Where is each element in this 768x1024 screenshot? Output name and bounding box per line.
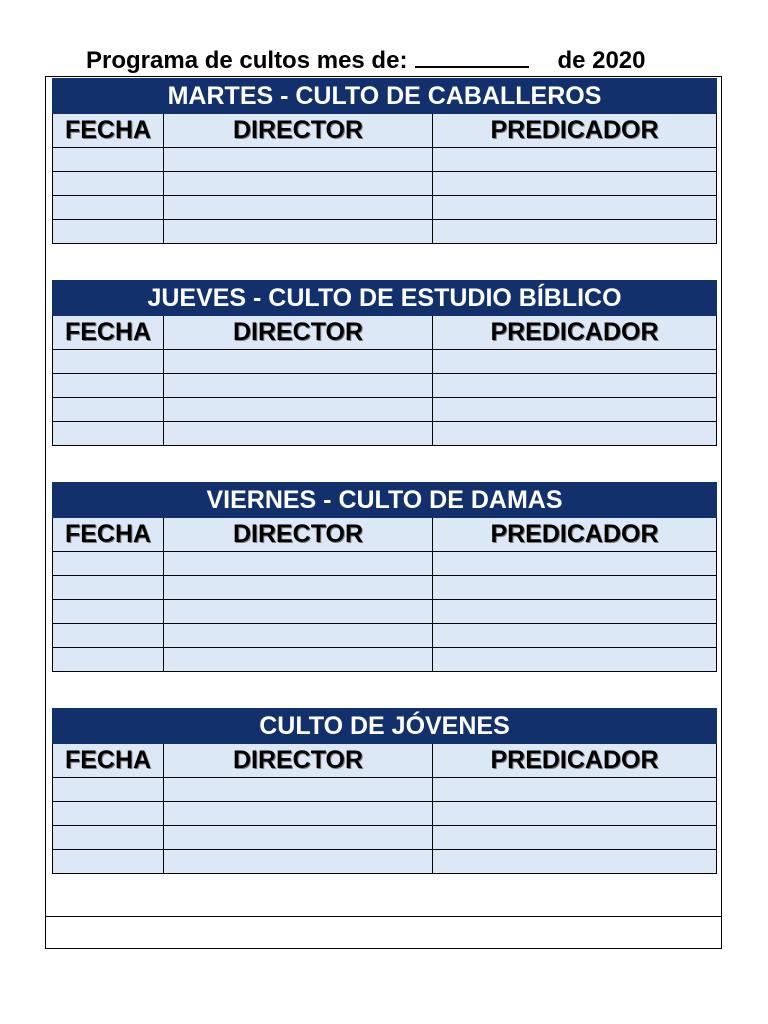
predicador-cell[interactable] [433,600,717,624]
predicador-cell[interactable] [433,826,717,850]
fecha-cell[interactable] [53,196,164,220]
director-cell[interactable] [164,600,433,624]
fecha-cell[interactable] [53,374,164,398]
schedule-table-jovenes [52,708,717,874]
director-cell[interactable] [164,826,433,850]
fecha-cell[interactable] [53,422,164,446]
table-row [53,826,717,850]
column-header-director: DIRECTOR [164,744,433,778]
director-cell[interactable] [164,196,433,220]
predicador-cell[interactable] [433,802,717,826]
column-header-predicador: PREDICADOR [433,518,717,552]
column-header-fecha: FECHA [53,744,164,778]
schedule-table-martes [52,78,717,244]
fecha-cell[interactable] [53,576,164,600]
column-header-director: DIRECTOR [164,316,433,350]
director-cell[interactable] [164,148,433,172]
director-cell[interactable] [164,648,433,672]
fecha-cell[interactable] [53,648,164,672]
table-row [53,220,717,244]
fecha-cell[interactable] [53,148,164,172]
fecha-cell[interactable] [53,826,164,850]
predicador-cell[interactable] [433,648,717,672]
fecha-cell[interactable] [53,552,164,576]
director-cell[interactable] [164,398,433,422]
table-row [53,648,717,672]
schedule-table-jueves [52,280,717,446]
predicador-cell[interactable] [433,196,717,220]
director-cell[interactable] [164,552,433,576]
fecha-cell[interactable] [53,850,164,874]
fecha-cell[interactable] [53,802,164,826]
fecha-cell[interactable] [53,350,164,374]
table-row [53,778,717,802]
predicador-cell[interactable] [433,350,717,374]
director-cell[interactable] [164,802,433,826]
page-title [86,44,706,78]
fecha-cell[interactable] [53,220,164,244]
table-row [53,576,717,600]
director-cell[interactable] [164,850,433,874]
table-row [53,172,717,196]
fecha-cell[interactable] [53,398,164,422]
predicador-cell[interactable] [433,172,717,196]
director-cell[interactable] [164,374,433,398]
fecha-cell[interactable] [53,172,164,196]
predicador-cell[interactable] [433,576,717,600]
column-header-predicador: PREDICADOR [433,316,717,350]
table-row [53,802,717,826]
column-header-fecha: FECHA [53,316,164,350]
fecha-cell[interactable] [53,600,164,624]
director-cell[interactable] [164,422,433,446]
footer-divider [45,916,722,917]
director-cell[interactable] [164,350,433,374]
predicador-cell[interactable] [433,422,717,446]
predicador-cell[interactable] [433,398,717,422]
director-cell[interactable] [164,220,433,244]
table-row [53,422,717,446]
section-title: MARTES - CULTO DE CABALLEROS [53,79,717,114]
table-row [53,374,717,398]
column-header-fecha: FECHA [53,114,164,148]
predicador-cell[interactable] [433,374,717,398]
predicador-cell[interactable] [433,624,717,648]
column-header-fecha: FECHA [53,518,164,552]
director-cell[interactable] [164,172,433,196]
predicador-cell[interactable] [433,778,717,802]
table-row [53,196,717,220]
director-cell[interactable] [164,778,433,802]
table-row [53,624,717,648]
schedule-table-viernes [52,482,717,672]
table-row [53,148,717,172]
title-suffix: de 2020 [557,47,646,74]
table-row [53,850,717,874]
predicador-cell[interactable] [433,148,717,172]
month-blank-line[interactable] [415,46,529,68]
column-header-predicador: PREDICADOR [433,744,717,778]
title-prefix: Programa de cultos mes de: [86,47,408,74]
column-header-director: DIRECTOR [164,518,433,552]
table-row [53,350,717,374]
predicador-cell[interactable] [433,220,717,244]
column-header-director: DIRECTOR [164,114,433,148]
director-cell[interactable] [164,576,433,600]
predicador-cell[interactable] [433,850,717,874]
director-cell[interactable] [164,624,433,648]
table-row [53,398,717,422]
fecha-cell[interactable] [53,624,164,648]
column-header-predicador: PREDICADOR [433,114,717,148]
fecha-cell[interactable] [53,778,164,802]
predicador-cell[interactable] [433,552,717,576]
section-title: VIERNES - CULTO DE DAMAS [53,483,717,518]
section-title: JUEVES - CULTO DE ESTUDIO BÍBLICO [53,281,717,316]
table-row [53,600,717,624]
section-title: CULTO DE JÓVENES [53,709,717,744]
table-row [53,552,717,576]
